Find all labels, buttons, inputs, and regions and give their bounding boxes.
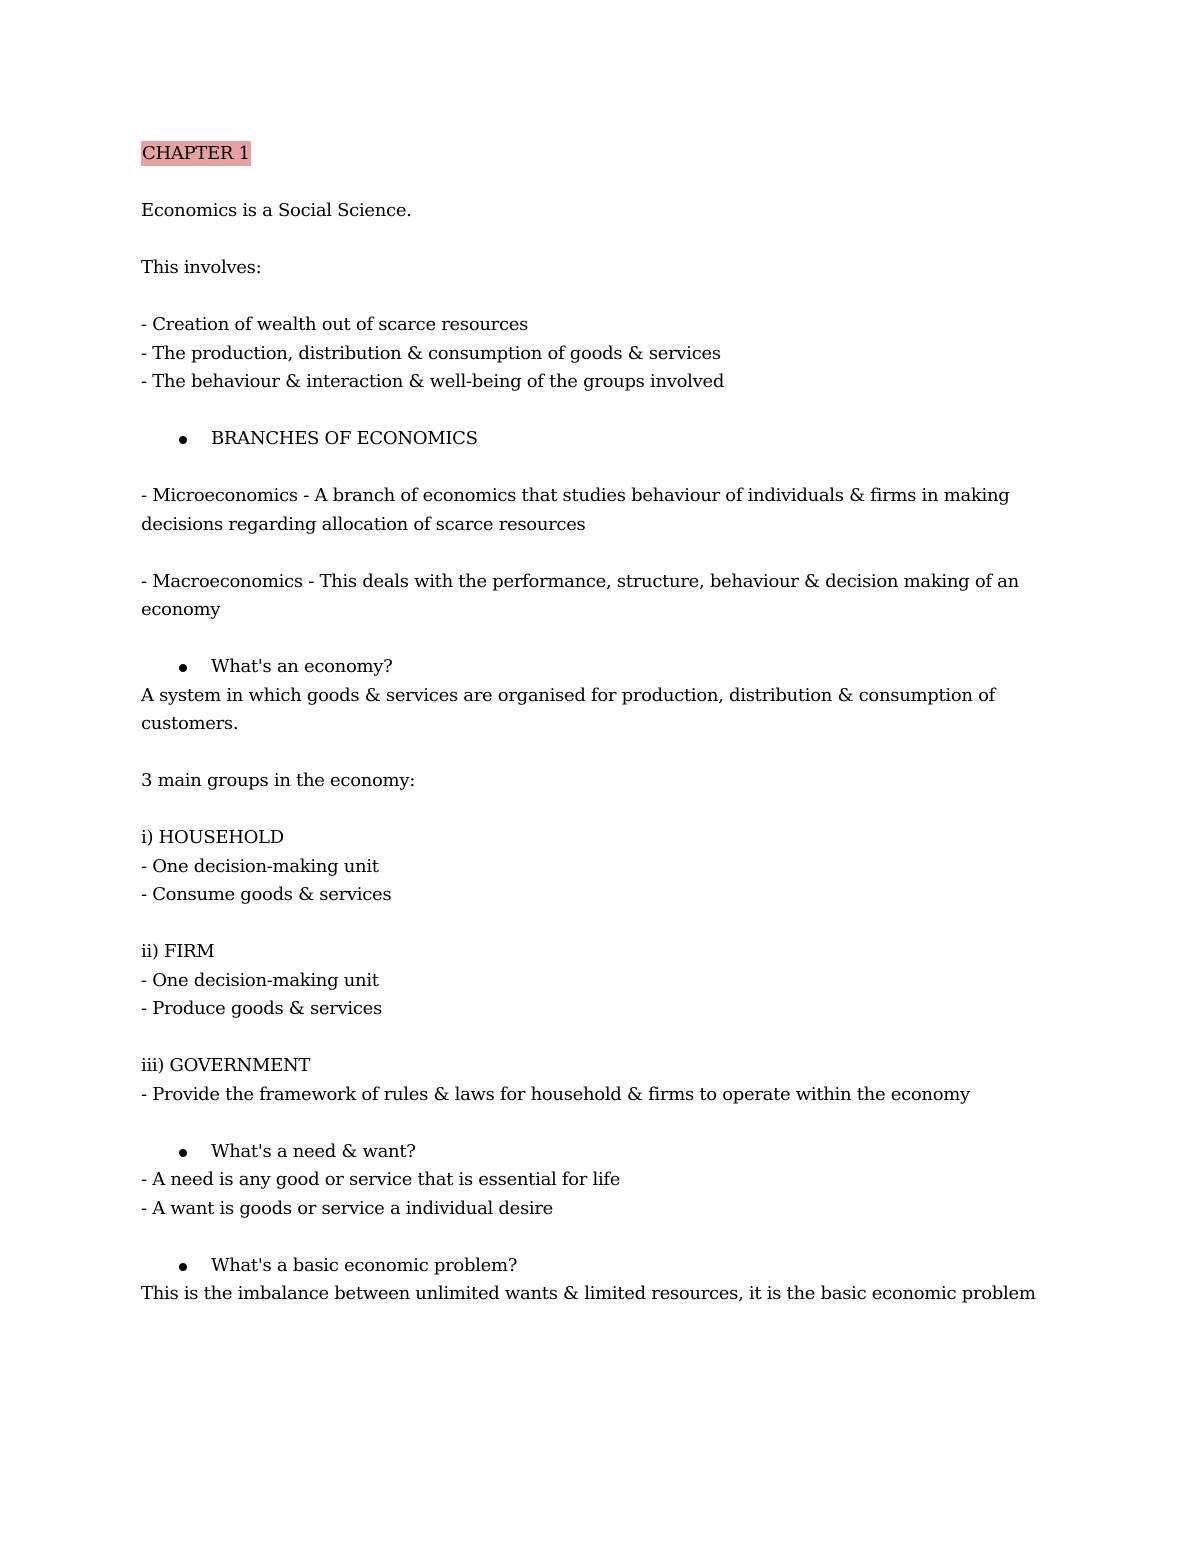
bullet-branches-text: BRANCHES OF ECONOMICS bbox=[211, 428, 478, 449]
bullet-branches bbox=[141, 425, 1041, 454]
bullet-economy-text: What's an economy? bbox=[211, 656, 393, 677]
firm-point: - Produce goods & services bbox=[141, 998, 382, 1019]
bullet-economy bbox=[141, 653, 1041, 682]
firm-title: ii) FIRM bbox=[141, 941, 215, 962]
macroeconomics-text: - Macroeconomics - This deals with the performance, structure, behaviour & decision making of an bbox=[141, 570, 1019, 592]
bullet-icon bbox=[179, 1149, 187, 1157]
microeconomics-text: - Microeconomics - A branch of economics that studies behaviour of individuals & firms in making bbox=[141, 485, 1010, 506]
want-point: - A want is goods or service a individual desire bbox=[141, 1197, 554, 1219]
chapter-heading bbox=[141, 140, 1041, 169]
household-point: - One decision-making unit bbox=[141, 855, 379, 877]
bullet-need-want-text: What's a need & want? bbox=[211, 1140, 416, 1162]
bullet-icon bbox=[179, 1263, 187, 1271]
involves-item: - The production, distribution & consumption of goods & services bbox=[141, 342, 721, 364]
household-point: - Consume goods & services bbox=[141, 884, 392, 905]
bullet-economic-problem bbox=[141, 1252, 1041, 1281]
chapter-heading-text: CHAPTER 1 bbox=[142, 143, 250, 164]
intro-text: Economics is a Social Science. bbox=[141, 200, 412, 221]
economy-definition-continued: customers. bbox=[141, 713, 239, 734]
bullet-need-want bbox=[141, 1138, 1041, 1167]
involves-item: - Creation of wealth out of scarce resources bbox=[141, 314, 529, 335]
bullet-icon bbox=[179, 664, 187, 672]
need-point: - A need is any good or service that is essential for life bbox=[141, 1169, 621, 1190]
involves-label: This involves: bbox=[141, 257, 262, 278]
microeconomics-text-continued: decisions regarding allocation of scarce resources bbox=[141, 513, 586, 535]
firm-point: - One decision-making unit bbox=[141, 969, 379, 991]
involves-item: - The behaviour & interaction & well-being of the groups involved bbox=[141, 371, 725, 392]
bullet-icon bbox=[179, 436, 187, 444]
groups-label: 3 main groups in the economy: bbox=[141, 770, 415, 791]
household-title: i) HOUSEHOLD bbox=[141, 827, 284, 848]
economy-definition: A system in which goods & services are organised for production, distribution & consumption of bbox=[141, 684, 996, 706]
economic-problem-definition: This is the imbalance between unlimited wants & limited resources, it is the basic economic problem bbox=[141, 1283, 1036, 1304]
document-page bbox=[141, 140, 1041, 1309]
government-title: iii) GOVERNMENT bbox=[141, 1055, 311, 1076]
government-point: - Provide the framework of rules & laws for household & firms to operate within the economy bbox=[141, 1083, 970, 1105]
bullet-economic-problem-text: What's a basic economic problem? bbox=[211, 1254, 518, 1276]
macroeconomics-text-continued: economy bbox=[141, 599, 221, 620]
